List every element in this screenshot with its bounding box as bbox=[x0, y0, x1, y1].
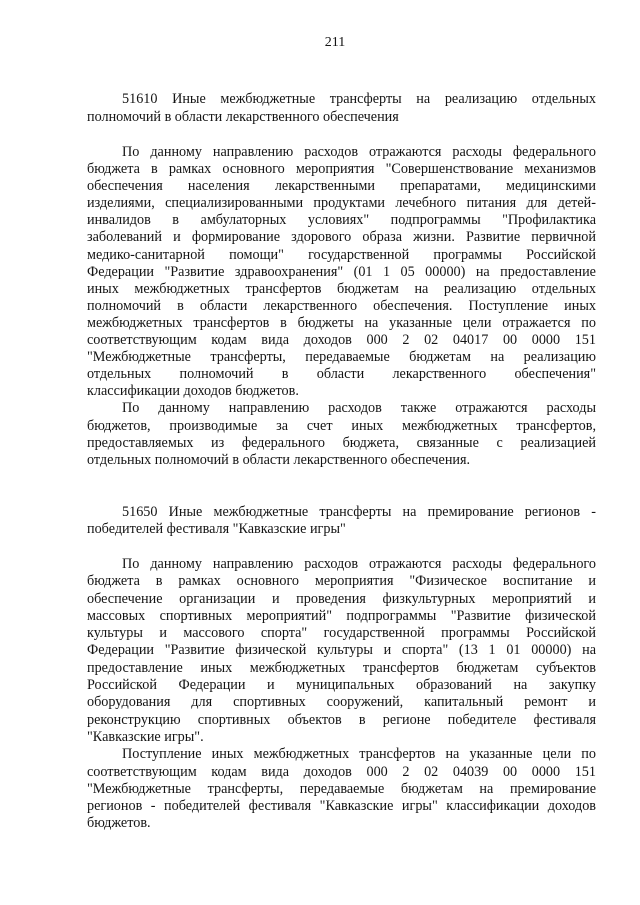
text-line: отдельных полномочий в области лекарственного обеспечения" bbox=[87, 366, 596, 383]
section-body-51650 bbox=[87, 556, 596, 833]
text-line: полномочий в области лекарственного обеспечения. Поступление иных bbox=[87, 297, 596, 314]
text-line: медико-санитарной помощи" государственной программы Российской bbox=[87, 246, 596, 263]
text-line: По данному направлению расходов отражаются расходы федерального bbox=[122, 144, 596, 160]
paragraph bbox=[87, 400, 596, 468]
text-line: бюджета в рамках основного мероприятия "Физическое воспитание и bbox=[87, 573, 596, 590]
text-line: межбюджетных трансфертов в бюджеты на указанные цели отражается по bbox=[87, 314, 596, 331]
text-line: массовых спортивных мероприятий" подпрограммы "Развитие физической bbox=[87, 607, 596, 624]
section-heading-51610 bbox=[87, 91, 596, 127]
text-line: заболеваний и формирование здорового образа жизни. Развитие первичной bbox=[87, 229, 596, 246]
section-body-51610 bbox=[87, 144, 596, 469]
text-line: инвалидов в амбулаторных условиях" подпрограммы "Профилактика bbox=[87, 212, 596, 229]
text-line: бюджетов, производимые за счет иных межбюджетных трансфертов, bbox=[87, 417, 596, 434]
text-line: Федерации "Развитие здравоохранения" (01 1 05 00000) на предоставление bbox=[87, 263, 596, 280]
text-line: соответствующим кодам вида доходов 000 2 02 04039 00 0000 151 bbox=[87, 763, 596, 780]
text-line: Поступление иных межбюджетных трансфертов на указанные цели по bbox=[122, 746, 596, 763]
text-line: бюджетов. bbox=[87, 815, 151, 832]
text-line: обеспечения населения лекарственными препаратами, медицинскими bbox=[87, 178, 596, 195]
paragraph bbox=[87, 556, 596, 746]
text-line: По данному направлению расходов также отражаются расходы bbox=[122, 400, 596, 417]
heading-line: 51610 Иные межбюджетные трансферты на реализацию отдельных bbox=[122, 91, 596, 107]
text-line: обеспечение организации и проведения физкультурных мероприятий и bbox=[87, 590, 596, 607]
paragraph bbox=[87, 144, 596, 400]
text-line: "Кавказские игры". bbox=[87, 728, 204, 745]
text-line: предоставление иных межбюджетных трансфертов бюджетам субъектов bbox=[87, 659, 596, 676]
text-line: "Межбюджетные трансферты, передаваемые бюджетам на реализацию bbox=[87, 349, 596, 366]
paragraph bbox=[87, 746, 596, 832]
text-line: изделиями, специализированными продуктами лечебного питания для детей- bbox=[87, 195, 596, 212]
heading-line: полномочий в области лекарственного обеспечения bbox=[87, 108, 399, 125]
text-line: оборудования для спортивных сооружений, капитальный ремонт и bbox=[87, 694, 596, 711]
text-line: бюджета в рамках основного мероприятия "Совершенствование механизмов bbox=[87, 161, 596, 178]
heading-line: 51650 Иные межбюджетные трансферты на премирование регионов - bbox=[122, 504, 596, 520]
text-line: Российской Федерации и муниципальных образований на закупку bbox=[87, 677, 596, 694]
text-line: Федерации "Развитие физической культуры и спорта" (13 1 01 00000) на bbox=[87, 642, 596, 659]
section-heading-51650 bbox=[87, 504, 596, 539]
text-line: классификации доходов бюджетов. bbox=[87, 383, 299, 400]
text-line: отдельных полномочий в области лекарственного обеспечения. bbox=[87, 451, 471, 468]
text-line: иных межбюджетных трансфертов бюджетам на реализацию отдельных bbox=[87, 280, 596, 297]
text-line: предоставляемых из федерального бюджета, связанные с реализацией bbox=[87, 434, 596, 451]
text-line: По данному направлению расходов отражаются расходы федерального bbox=[122, 556, 596, 572]
heading-line: победителей фестиваля "Кавказские игры" bbox=[87, 521, 346, 538]
text-line: "Межбюджетные трансферты, передаваемые бюджетам на премирование bbox=[87, 780, 596, 797]
text-line: соответствующим кодам вида доходов 000 2 02 04017 00 0000 151 bbox=[87, 332, 596, 349]
page-number: 211 bbox=[324, 35, 346, 50]
text-line: реконструкцию спортивных объектов в регионе победителе фестиваля bbox=[87, 711, 596, 728]
text-line: регионов - победителей фестиваля "Кавказские игры" классификации доходов bbox=[87, 798, 596, 815]
text-line: культуры и массового спорта" государственной программы Российской bbox=[87, 625, 596, 642]
